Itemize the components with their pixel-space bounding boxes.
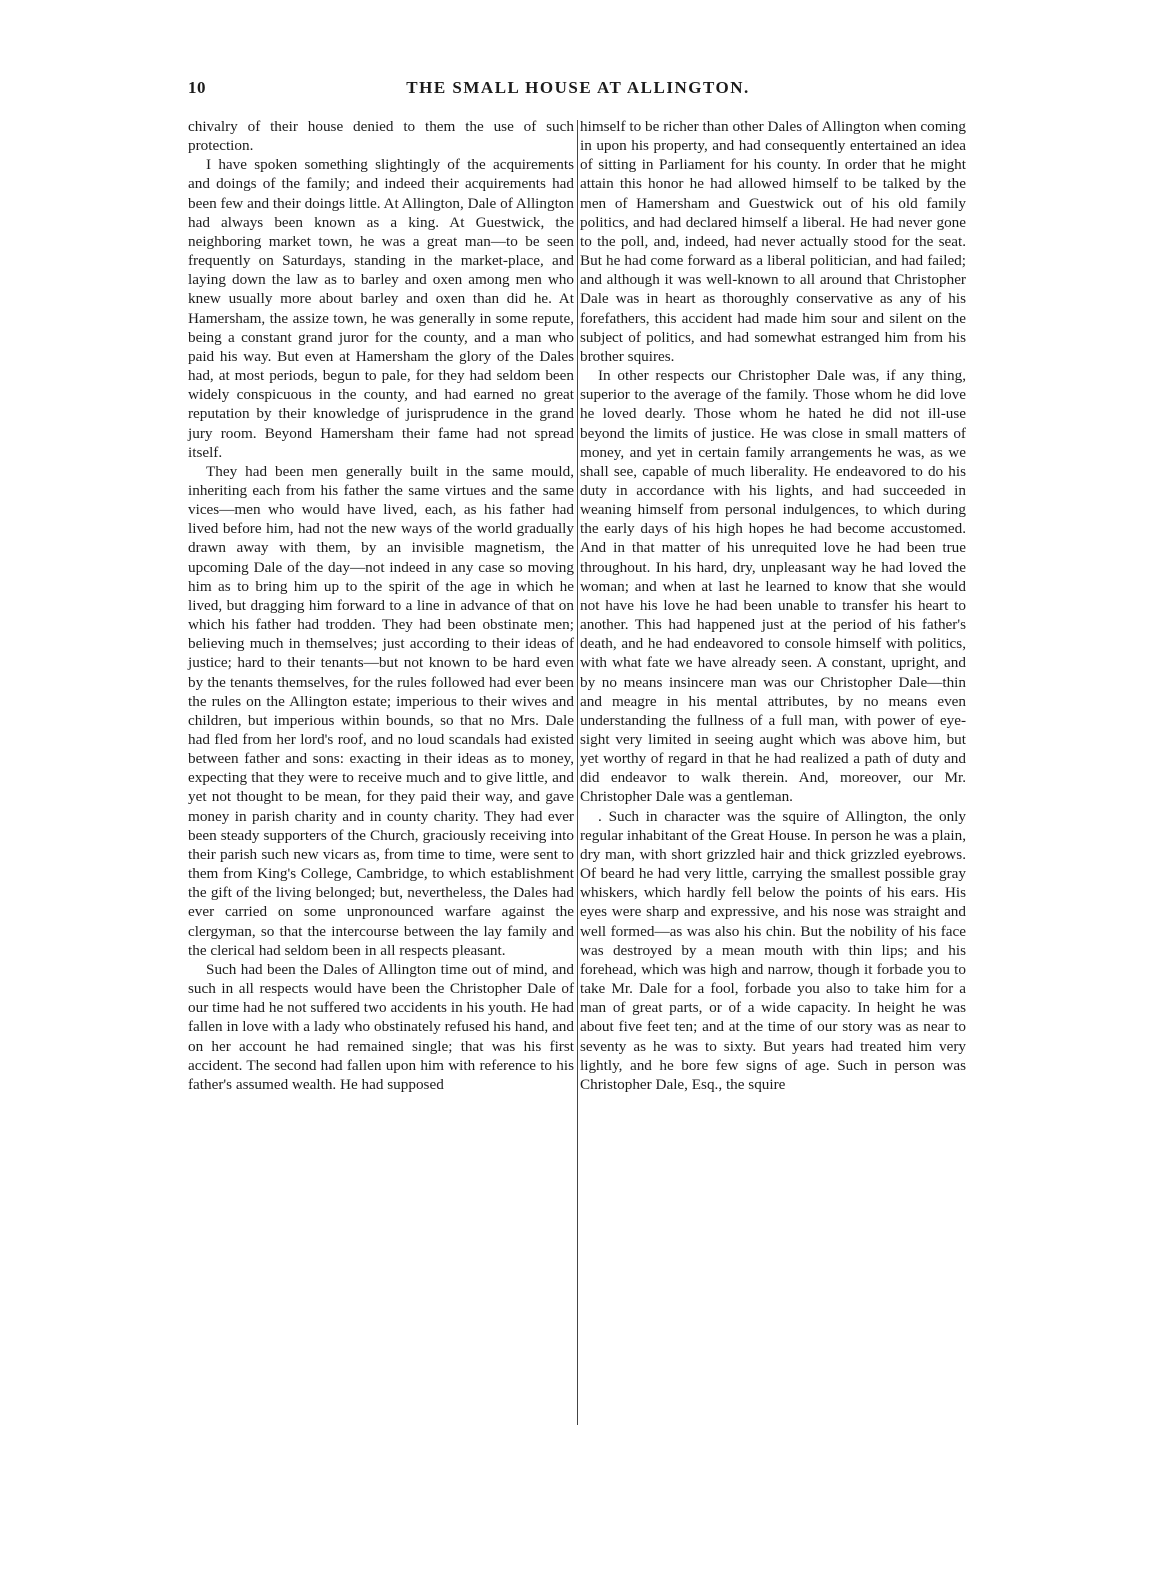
left-column — [188, 117, 574, 1094]
left-paragraph-2: I have spoken something slightingly of the acquirements and doings of the family; and indeed their acquirements had been few and their doings little. At Allington, Dale of Allington had always been known as a king. At Guestwick, the neighboring market town, he was a great man—to be seen frequently on Saturdays, standing in the market-place, and laying down the law as to barley and oxen among men who knew usually more about barley and oxen than did he. At Hamersham, the assize town, he was generally in some repute, being a constant grand juror for the county, and a man who paid his way. But even at Hamersham the glory of the Dales had, at most periods, begun to pale, for they had seldom been widely conspicuous in the county, and had earned no great reputation by their knowledge of jurisprudence in the grand jury room. Beyond Hamersham their fame had not spread itself. — [188, 156, 574, 461]
right-paragraph-3: . Such in character was the squire of Allington, the only regular inhabitant of the Great House. In person he was a plain, dry man, with short grizzled hair and thick grizzled eyebrows. Of beard he had very little, carrying the smallest possible gray whiskers, which hardly fell below the points of his ears. His eyes were sharp and expressive, and his nose was straight and well formed—as was also his chin. But the nobility of his face was destroyed by a mean mouth with thin lips; and his forehead, which was high and narrow, though it forbade you to take Mr. Dale for a fool, forbade you also to take him for a man of great parts, or of a wide capacity. In height he was about five feet ten; and at the time of our story was as near to seventy as he was to sixty. But years had treated him very lightly, and he bore few signs of age. Such in person was Christopher Dale, Esq., the squire — [580, 807, 966, 1093]
right-paragraph-1: himself to be richer than other Dales of Allington when coming in upon his property, and had consequently entertained an idea of sitting in Parliament for his county. In order that he might attain this honor he had allowed himself to be talked by the men of Hamersham and Guestwick out of his old family politics, and had declared himself a liberal. He had never gone to the poll, and, indeed, had never actually stood for the seat. But he had come forward as a liberal politician, and had failed; and although it was well-known to all around that Christopher Dale was in heart as thoroughly conservative as any of his forefathers, this accident had made him sour and silent on the subject of politics, and had somewhat estranged him from his brother squires. — [580, 118, 966, 365]
right-column — [580, 117, 966, 1094]
column-divider — [577, 120, 578, 1425]
page-number: 10 — [188, 78, 206, 97]
left-paragraph-3: They had been men generally built in the same mould, inheriting each from his father the same virtues and the same vices—men who would have lived, each, as his father had lived before him, had not the new ways of the world gradually drawn away with them, by an invisible magnetism, the upcoming Dale of the day—not indeed in any case so moving him as to bring him up to the spirit of the age in which he lived, but dragging him forward to a line in advance of that on which his father had trodden. They had been obstinate men; believing much in themselves; just according to their ideas of justice; hard to their tenants—but not known to be hard even by the tenants themselves, for the rules followed had ever been the rules on the Allington estate; imperious to their wives and children, but imperious within bounds, so that no Mrs. Dale had fled from her lord's roof, and no loud scandals had existed between father and sons: exacting in their ideas as to money, expecting that they were to receive much and to give little, and yet not thought to be mean, for they paid their way, and gave money in parish charity and in county charity. They had ever been steady supporters of the Church, graciously receiving into their parish such new vicars as, from time to time, were sent to them from King's College, Cambridge, to which establishment the gift of the living belonged; but, nevertheless, the Dales had ever carried on some unpronounced warfare against the clergyman, so that the intercourse between the lay family and the clerical had seldom been in all respects pleasant. — [188, 462, 574, 959]
left-paragraph-4: Such had been the Dales of Allington time out of mind, and such in all respects would have been the Christopher Dale of our time had he not suffered two accidents in his youth. He had fallen in love with a lady who obstinately refused his hand, and on her account he had remained single; that was his first accident. The second had fallen upon him with reference to his father's assumed wealth. He had supposed — [188, 960, 574, 1093]
left-paragraph-1: chivalry of their house denied to them the use of such protection. — [188, 118, 574, 155]
running-title: THE SMALL HOUSE AT ALLINGTON. — [406, 78, 750, 97]
right-paragraph-2: In other respects our Christopher Dale was, if any thing, superior to the average of the family. Those whom he did love he loved dearly. Those whom he hated he did not ill-use beyond the limits of justice. He was close in small matters of money, and yet in certain family arrangements he was, as we shall see, capable of much liberality. He endeavored to do his duty in accordance with his lights, and had succeeded in weaning himself from personal indulgences, to which during the early days of his high hopes he had become accustomed. And in that matter of his unrequited love he had been true throughout. In his hard, dry, unpleasant way he had loved the woman; and when at last he learned to know that she would not have his love he had been unable to transfer his heart to another. This had happened just at the period of his father's death, and he had endeavored to console himself with politics, with what fate we have already seen. A constant, upright, and by no means insincere man was our Christopher Dale—thin and meagre in his mental attributes, by no means even understanding the fullness of a full man, with power of eye-sight very limited in seeing aught which was above him, but yet worthy of regard in that he had realized a path of duty and did endeavor to walk therein. And, moreover, our Mr. Christopher Dale was a gentleman. — [580, 367, 966, 806]
page-header — [188, 78, 968, 104]
